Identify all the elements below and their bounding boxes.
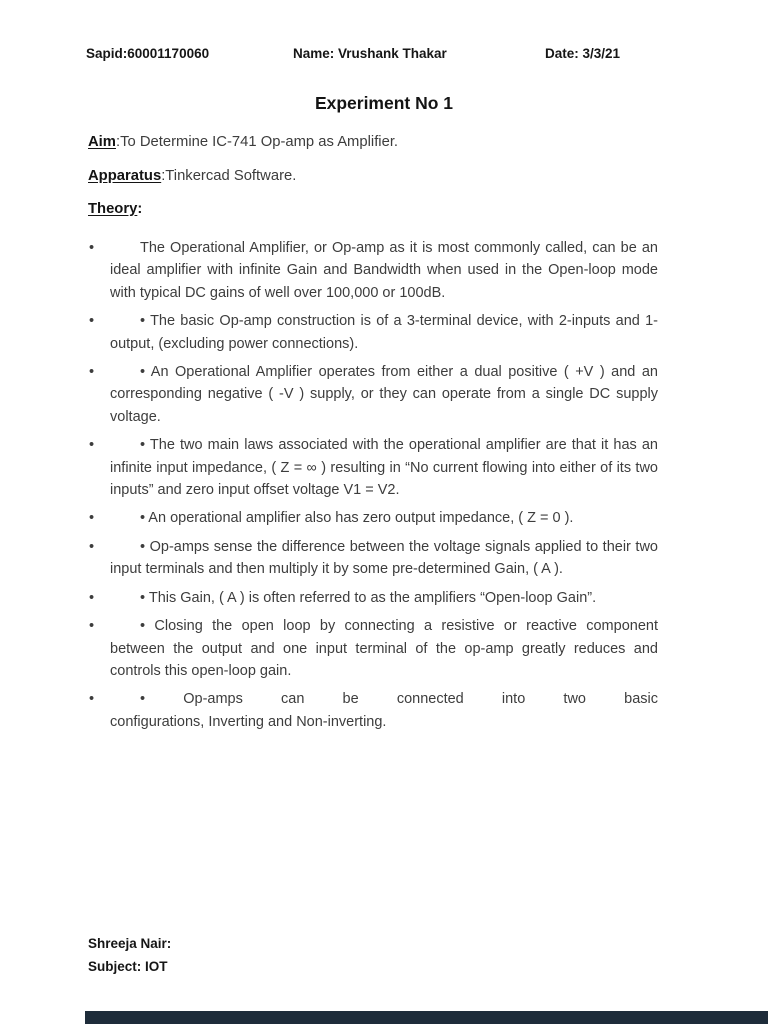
theory-colon: : xyxy=(137,201,143,217)
bullet-item xyxy=(88,507,658,529)
bullet-text: • The basic Op-amp construction is of a 3-terminal device, with 2-inputs and 1-output, (excluding power connections). xyxy=(110,313,658,352)
bullet-marker-icon: • xyxy=(89,437,95,454)
apparatus-label: Apparatus xyxy=(88,168,162,184)
bullet-text: • An Operational Amplifier operates from either a dual positive ( +V ) and an corresponding negative ( -V ) supply, or they can operate from a single DC supply voltage. xyxy=(110,364,658,425)
aim-text: :To Determine IC-741 Op-amp as Amplifier. xyxy=(115,134,399,150)
bullet-marker-icon: • xyxy=(89,240,95,256)
theory-label: Theory xyxy=(88,201,138,217)
header-student-name: Name: Vrushank Thakar xyxy=(293,46,447,61)
bullet-text: The Operational Amplifier, or Op-amp as it is most commonly called, can be an ideal amplifier with infinite Gain and Bandwidth when used in the Open-loop mode with typical DC gains of well over 100,000 or 100dB. xyxy=(110,240,658,301)
bottom-page-edge-bar xyxy=(85,1011,768,1024)
bullet-item xyxy=(88,615,658,682)
bullet-item xyxy=(88,587,658,609)
footer-subject: Subject: IOT xyxy=(88,959,168,974)
bullet-text: • This Gain, ( A ) is often referred to as the amplifiers “Open-loop Gain”. xyxy=(140,589,597,606)
document-footer xyxy=(88,932,171,978)
apparatus-line xyxy=(88,168,296,184)
bullet-marker-icon: • xyxy=(89,589,95,606)
aim-line xyxy=(88,134,398,150)
bullet-text: • Op-amps sense the difference between the voltage signals applied to their two input terminals and then multiply it by some pre-determined Gain, ( A ). xyxy=(110,538,658,578)
bullet-item xyxy=(88,536,658,581)
theory-bullet-list xyxy=(88,237,658,739)
bullet-marker-icon: • xyxy=(89,364,95,381)
bullet-text: • The two main laws associated with the operational amplifier are that it has an infinite input impedance, ( Z = ∞ ) resulting in “No current flowing into either of its two inputs” and zero input offset voltage V1 = V2. xyxy=(110,437,658,499)
header-sapid: Sapid:60001170060 xyxy=(86,46,210,61)
document-header xyxy=(0,46,768,66)
apparatus-text: :Tinkercad Software. xyxy=(161,168,297,184)
bullet-item xyxy=(88,361,658,428)
bullet-marker-icon: • xyxy=(89,691,95,708)
footer-teacher-name: Shreeja Nair: xyxy=(88,936,172,951)
header-date: Date: 3/3/21 xyxy=(545,46,621,61)
bullet-text: • Closing the open loop by connecting a resistive or reactive component between the output and one input terminal of the op-amp greatly reduces and controls this open-loop gain. xyxy=(110,618,658,679)
bullet-marker-icon: • xyxy=(89,510,95,527)
theory-heading xyxy=(88,201,142,217)
bullet-marker-icon: • xyxy=(89,313,95,330)
bullet-item xyxy=(88,434,658,501)
bullet-text: • An operational amplifier also has zero output impedance, ( Z = 0 ). xyxy=(140,510,574,527)
bullet-item xyxy=(88,310,658,355)
bullet-item xyxy=(88,688,658,733)
bullet-text-line: • Op-amps can be connected into two basic xyxy=(140,691,658,708)
bullet-text xyxy=(110,688,658,733)
experiment-title: Experiment No 1 xyxy=(314,93,454,113)
aim-label: Aim xyxy=(88,134,116,150)
bullet-text-line: configurations, Inverting and Non-inverting. xyxy=(110,713,387,730)
bullet-item xyxy=(88,237,658,304)
bullet-marker-icon: • xyxy=(89,538,95,555)
bullet-marker-icon: • xyxy=(89,618,95,635)
